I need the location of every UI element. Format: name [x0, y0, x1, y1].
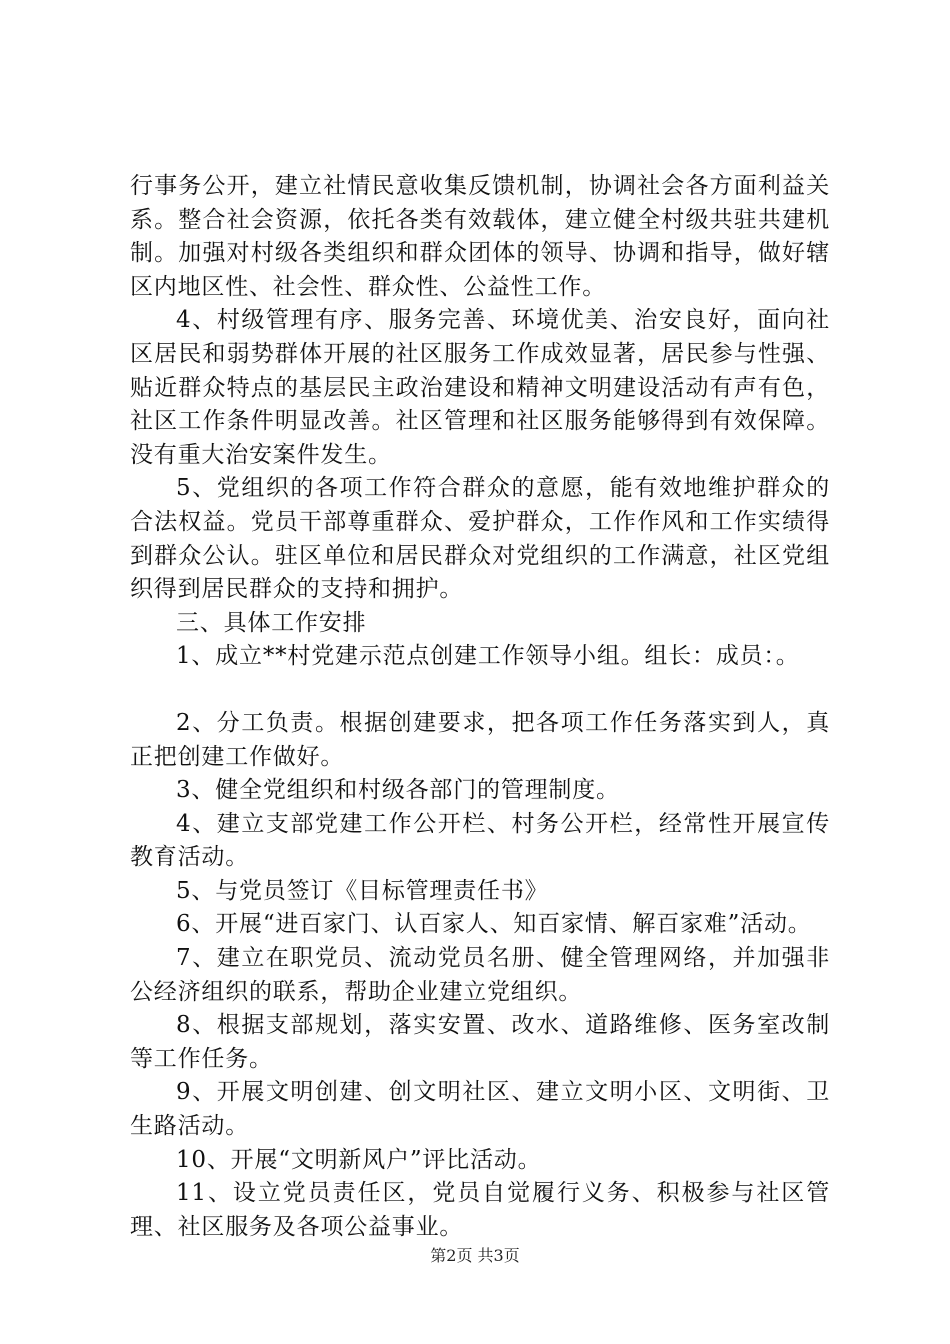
task-item-11: 11、设立党员责任区，党员自觉履行义务、积极参与社区管理、社区服务及各项公益事业。	[130, 1180, 830, 1240]
task-item-7: 7、建立在职党员、流动党员名册、健全管理网络，并加强非公经济组织的联系，帮助企业建立党组织。	[130, 945, 830, 1005]
task-item-6: 6、开展“进百家门、认百家人、知百家情、解百家难”活动。	[176, 911, 812, 938]
task-item-4: 4、建立支部党建工作公开栏、村务公开栏，经常性开展宣传教育活动。	[130, 810, 830, 871]
task-item-10: 10、开展“文明新风户”评比活动。	[176, 1146, 542, 1173]
document-body	[130, 170, 830, 1244]
page-number-footer: 第2页 共3页	[430, 1246, 520, 1265]
section-heading: 三、具体工作安排	[176, 609, 367, 636]
task-item-8: 8、根据支部规划，落实安置、改水、道路维修、医务室改制等工作任务。	[130, 1012, 830, 1072]
paragraph-item-5: 5、党组织的各项工作符合群众的意愿，能有效地维护群众的合法权益。党员干部尊重群众、爱护群众，工作作风和工作实绩得到群众公认。驻区单位和居民群众对党组织的工作满意，社区党组织得到居民群众的支持和拥护。	[130, 475, 830, 603]
task-item-3: 3、健全党组织和村级各部门的管理制度。	[176, 777, 620, 804]
task-item-9: 9、开展文明创建、创文明社区、建立文明小区、文明街、卫生路活动。	[130, 1079, 830, 1140]
task-item-2: 2、分工负责。根据创建要求，把各项工作任务落实到人，真正把创建工作做好。	[130, 709, 830, 770]
task-item-5: 5、与党员签订《目标管理责任书》	[176, 877, 549, 904]
task-item-1: 1、成立**村党建示范点创建工作领导小组。组长：成员：。	[176, 643, 800, 670]
paragraph-item-4: 4、村级管理有序、服务完善、环境优美、治安良好，面向社区居民和弱势群体开展的社区服务工作成效显著，居民参与性强、贴近群众特点的基层民主政治建设和精神文明建设活动有声有色，社区工作条件明显改善。社区管理和社区服务能够得到有效保障。没有重大治安案件发生。	[130, 307, 830, 468]
paragraph-continuation: 行事务公开，建立社情民意收集反馈机制，协调社会各方面利益关系。整合社会资源，依托各类有效载体，建立健全村级共驻共建机制。加强对村级各类组织和群众团体的领导、协调和指导，做好辖区内地区性、社会性、群众性、公益性工作。	[130, 173, 830, 300]
